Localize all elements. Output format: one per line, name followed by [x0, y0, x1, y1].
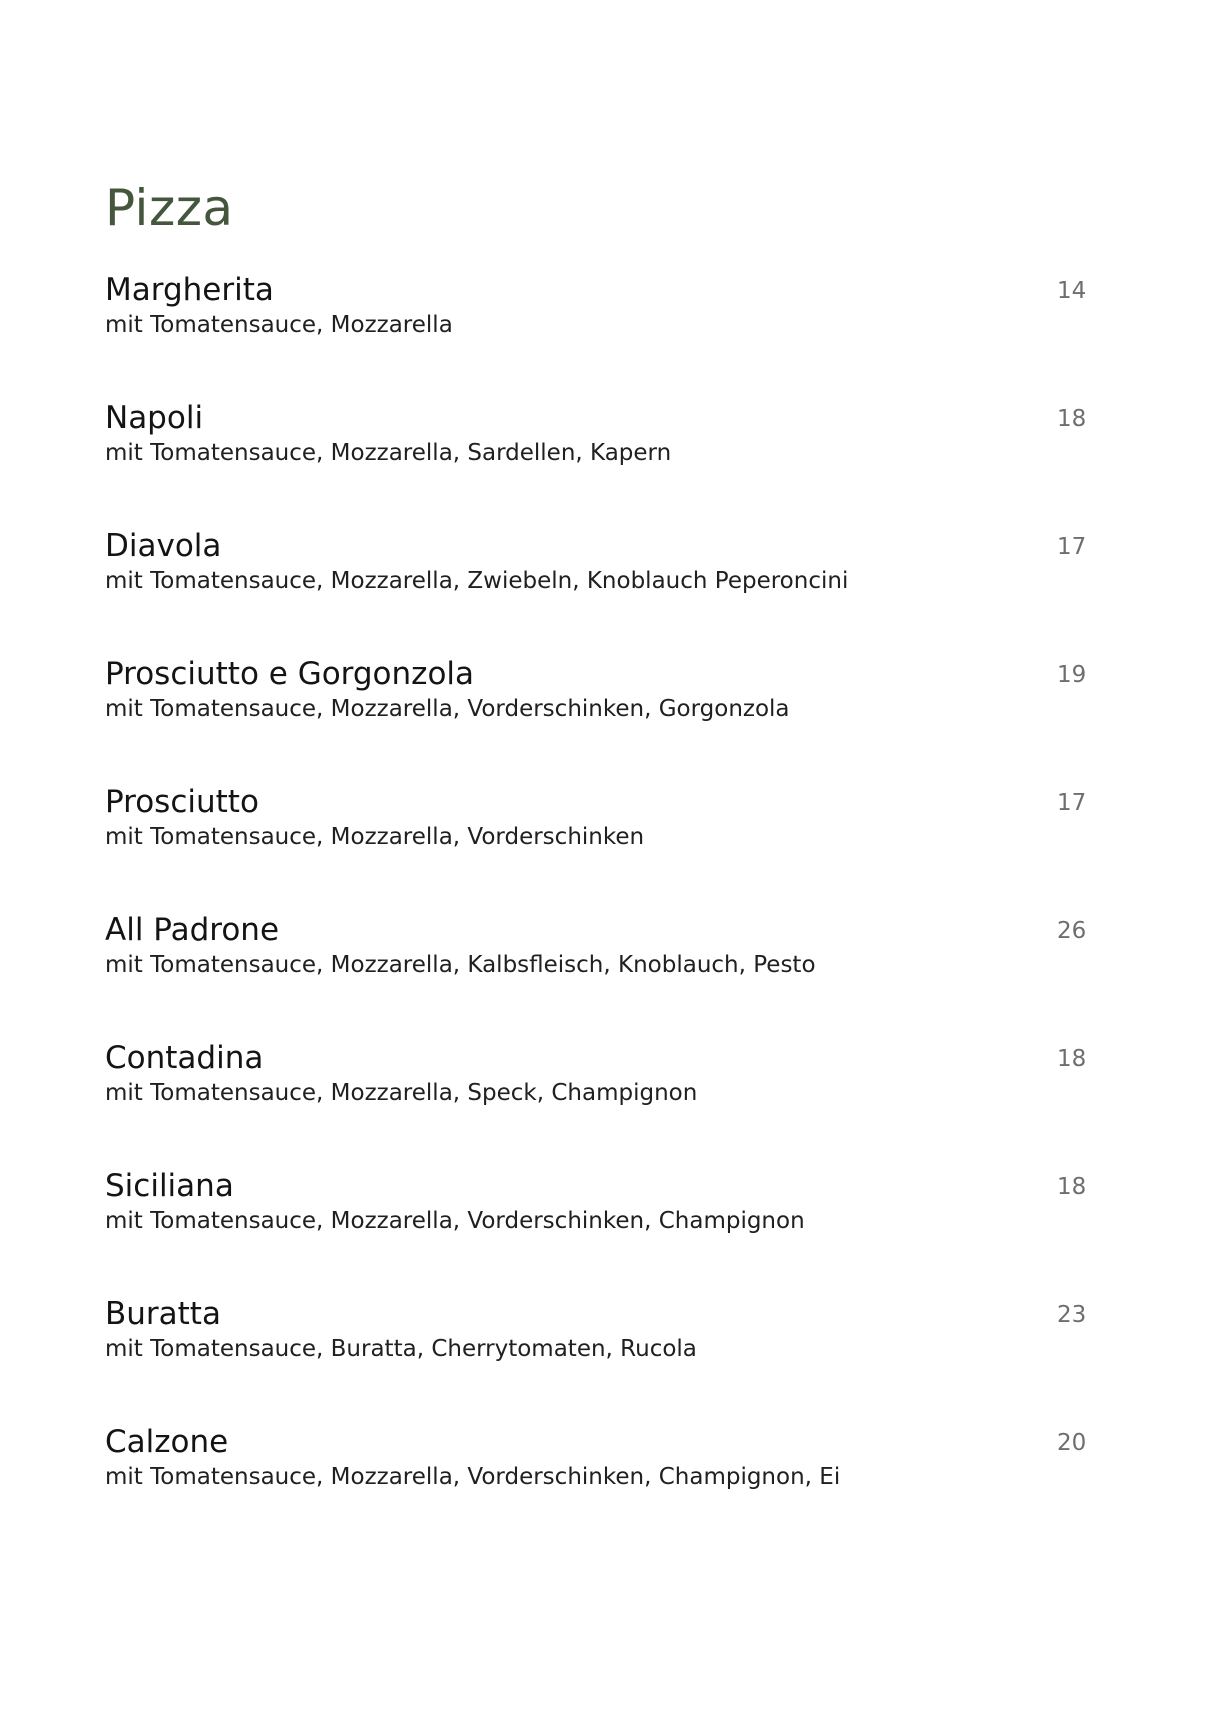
item-price: 23 — [1057, 1302, 1087, 1328]
item-price: 17 — [1057, 790, 1087, 816]
item-name: Diavola — [105, 528, 222, 564]
menu-item — [105, 782, 1105, 910]
item-price: 18 — [1057, 406, 1087, 432]
item-name: Calzone — [105, 1424, 229, 1460]
item-description: mit Tomatensauce, Mozzarella, Vorderschinken, Champignon — [105, 1208, 805, 1234]
menu-item — [105, 526, 1105, 654]
menu-item — [105, 270, 1105, 398]
item-price: 26 — [1057, 918, 1087, 944]
item-description: mit Tomatensauce, Mozzarella — [105, 312, 453, 338]
menu-item — [105, 1294, 1105, 1422]
item-description: mit Tomatensauce, Mozzarella, Vorderschinken, Champignon, Ei — [105, 1464, 841, 1490]
item-price: 20 — [1057, 1430, 1087, 1456]
item-name: All Padrone — [105, 912, 280, 948]
item-price: 17 — [1057, 534, 1087, 560]
menu-item — [105, 1422, 1105, 1550]
item-name: Contadina — [105, 1040, 264, 1076]
item-description: mit Tomatensauce, Mozzarella, Zwiebeln, Knoblauch Peperoncini — [105, 568, 849, 594]
item-description: mit Tomatensauce, Mozzarella, Vorderschinken, Gorgonzola — [105, 696, 790, 722]
item-description: mit Tomatensauce, Buratta, Cherrytomaten, Rucola — [105, 1336, 697, 1362]
item-description: mit Tomatensauce, Mozzarella, Vorderschinken — [105, 824, 645, 850]
menu-item — [105, 1038, 1105, 1166]
item-description: mit Tomatensauce, Mozzarella, Sardellen, Kapern — [105, 440, 672, 466]
item-name: Napoli — [105, 400, 204, 436]
menu-item — [105, 1166, 1105, 1294]
item-name: Margherita — [105, 272, 274, 308]
section-title: Pizza — [105, 179, 234, 237]
item-name: Prosciutto — [105, 784, 259, 820]
item-name: Siciliana — [105, 1168, 234, 1204]
item-description: mit Tomatensauce, Mozzarella, Speck, Champignon — [105, 1080, 698, 1106]
item-name: Prosciutto e Gorgonzola — [105, 656, 475, 692]
item-price: 18 — [1057, 1174, 1087, 1200]
menu-list — [105, 270, 1105, 1550]
menu-item — [105, 654, 1105, 782]
menu-item — [105, 910, 1105, 1038]
item-description: mit Tomatensauce, Mozzarella, Kalbsfleisch, Knoblauch, Pesto — [105, 952, 816, 978]
item-price: 14 — [1057, 278, 1087, 304]
item-price: 18 — [1057, 1046, 1087, 1072]
item-name: Buratta — [105, 1296, 221, 1332]
item-price: 19 — [1057, 662, 1087, 688]
menu-item — [105, 398, 1105, 526]
